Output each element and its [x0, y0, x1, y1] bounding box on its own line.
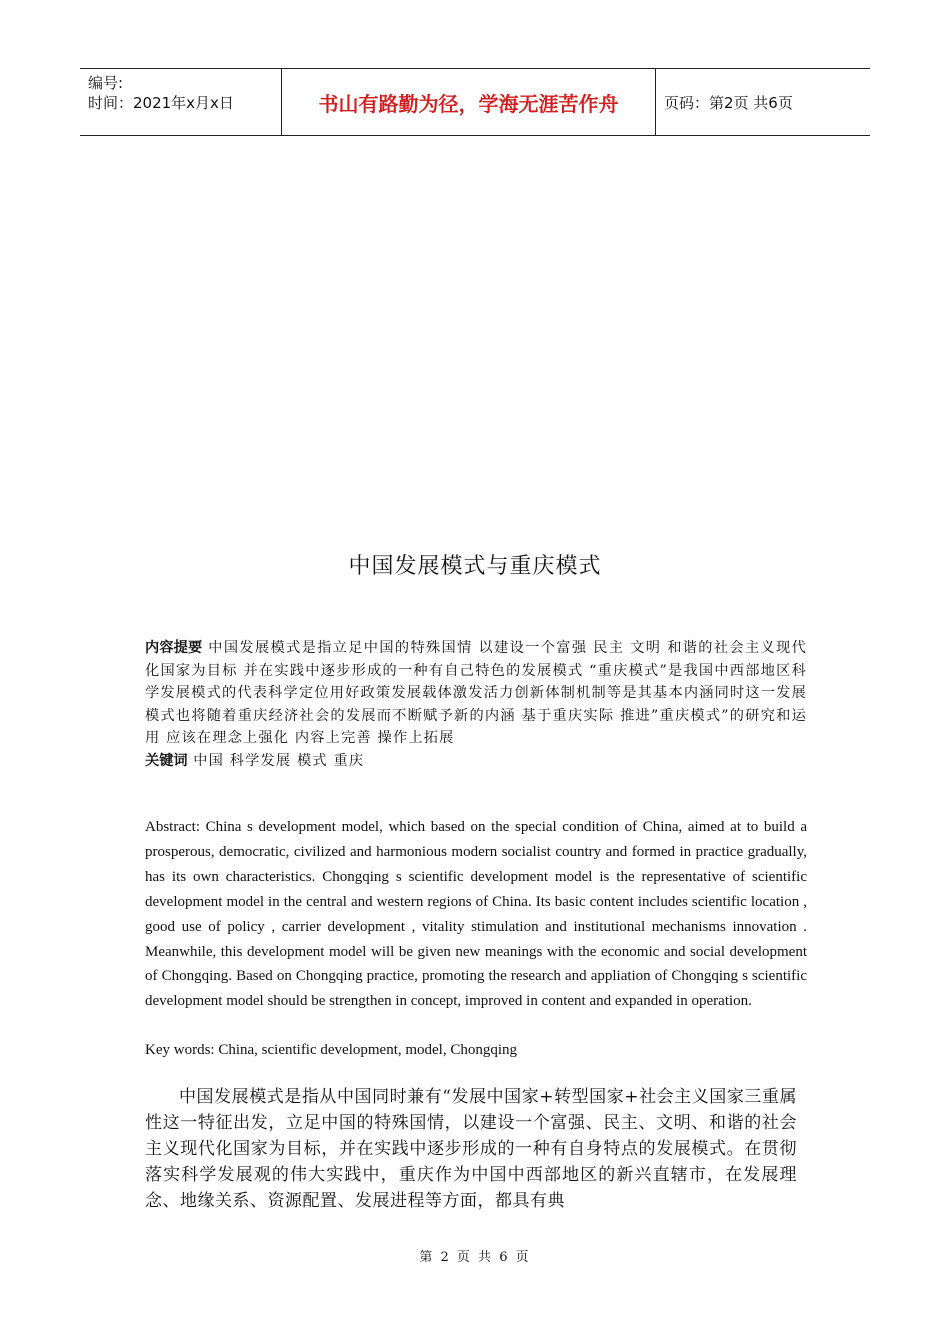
abstract-english: [145, 815, 807, 1014]
document-number-label: 编号:: [88, 74, 124, 92]
body-paragraph: 中国发展模式是指从中国同时兼有“发展中国家+转型国家+社会主义国家三重属性这一特征出发，立足中国的特殊国情，以建设一个富强、民主、文明、和谐的社会主义现代化国家为目标，并在实践中逐步形成的一种有自身特点的发展模式。在贯彻落实科学发展观的伟大实践中，重庆作为中国中西部地区的新兴直辖市，在发展理念、地缘关系、资源配置、发展进程等方面，都具有典: [145, 1087, 797, 1211]
header-motto: 书山有路勤为径，学海无涯苦作舟: [282, 69, 656, 135]
keywords-english: [145, 1039, 807, 1061]
header-page-info: 页码：第2页 共6页: [664, 93, 793, 112]
document-time-label: 时间：2021年x月x日: [88, 94, 234, 112]
abstract-cn-text: 中国发展模式是指立足中国的特殊国情 以建设一个富强 民主 文明 和谐的社会主义现代化国家为目标 并在实践中逐步形成的一种有自己特色的发展模式 “重庆模式”是我国中西部地区科学发展模式的代表科学定位用好政策发展载体激发活力创新体制机制等是其基本内涵同时这一发展模式也将随着重庆经济社会的发展而不断赋予新的内涵 基于重庆实际 推进”重庆模式”的研究和运用 应该在理念上强化 内容上完善 操作上拓展: [145, 640, 807, 747]
keywords-cn-label: 关键词: [145, 752, 188, 769]
header-meta-cell: [80, 69, 282, 135]
document-title: 中国发展模式与重庆模式: [348, 554, 602, 579]
abstract-cn-label: 内容提要: [145, 640, 203, 656]
keywords-cn-text: 中国 科学发展 模式 重庆: [187, 752, 365, 769]
page-footer: 第 2 页 共 6 页: [419, 1250, 531, 1265]
abstract-en-label: Abstract:: [145, 819, 200, 835]
keywords-en-label: Key words:: [145, 1042, 215, 1058]
abstract-chinese: [145, 637, 807, 773]
keywords-en-text: China, scientific development, model, Chongqing: [214, 1042, 518, 1058]
abstract-en-text: China s development model, which based on the special condition of China, aimed at to build a prosperous, democratic, civilized and harmonious modern socialist country and formed in practice gradually, has its own characteristics. Chongqing s scientific development model is the representative of scientific development model in the central and western regions of China. Its basic content includes scientific location , good use of policy , carrier development , vitality stimulation and institutional mechanisms innovation . Meanwhile, this development model will be given new meanings with the economic and social development of Chongqing. Based on Chongqing practice, promoting the research and appliation of Chongqing s scientific development model should be strengthen in concept, improved in content and expanded in operation.: [145, 819, 807, 1010]
header-table: [80, 68, 870, 136]
